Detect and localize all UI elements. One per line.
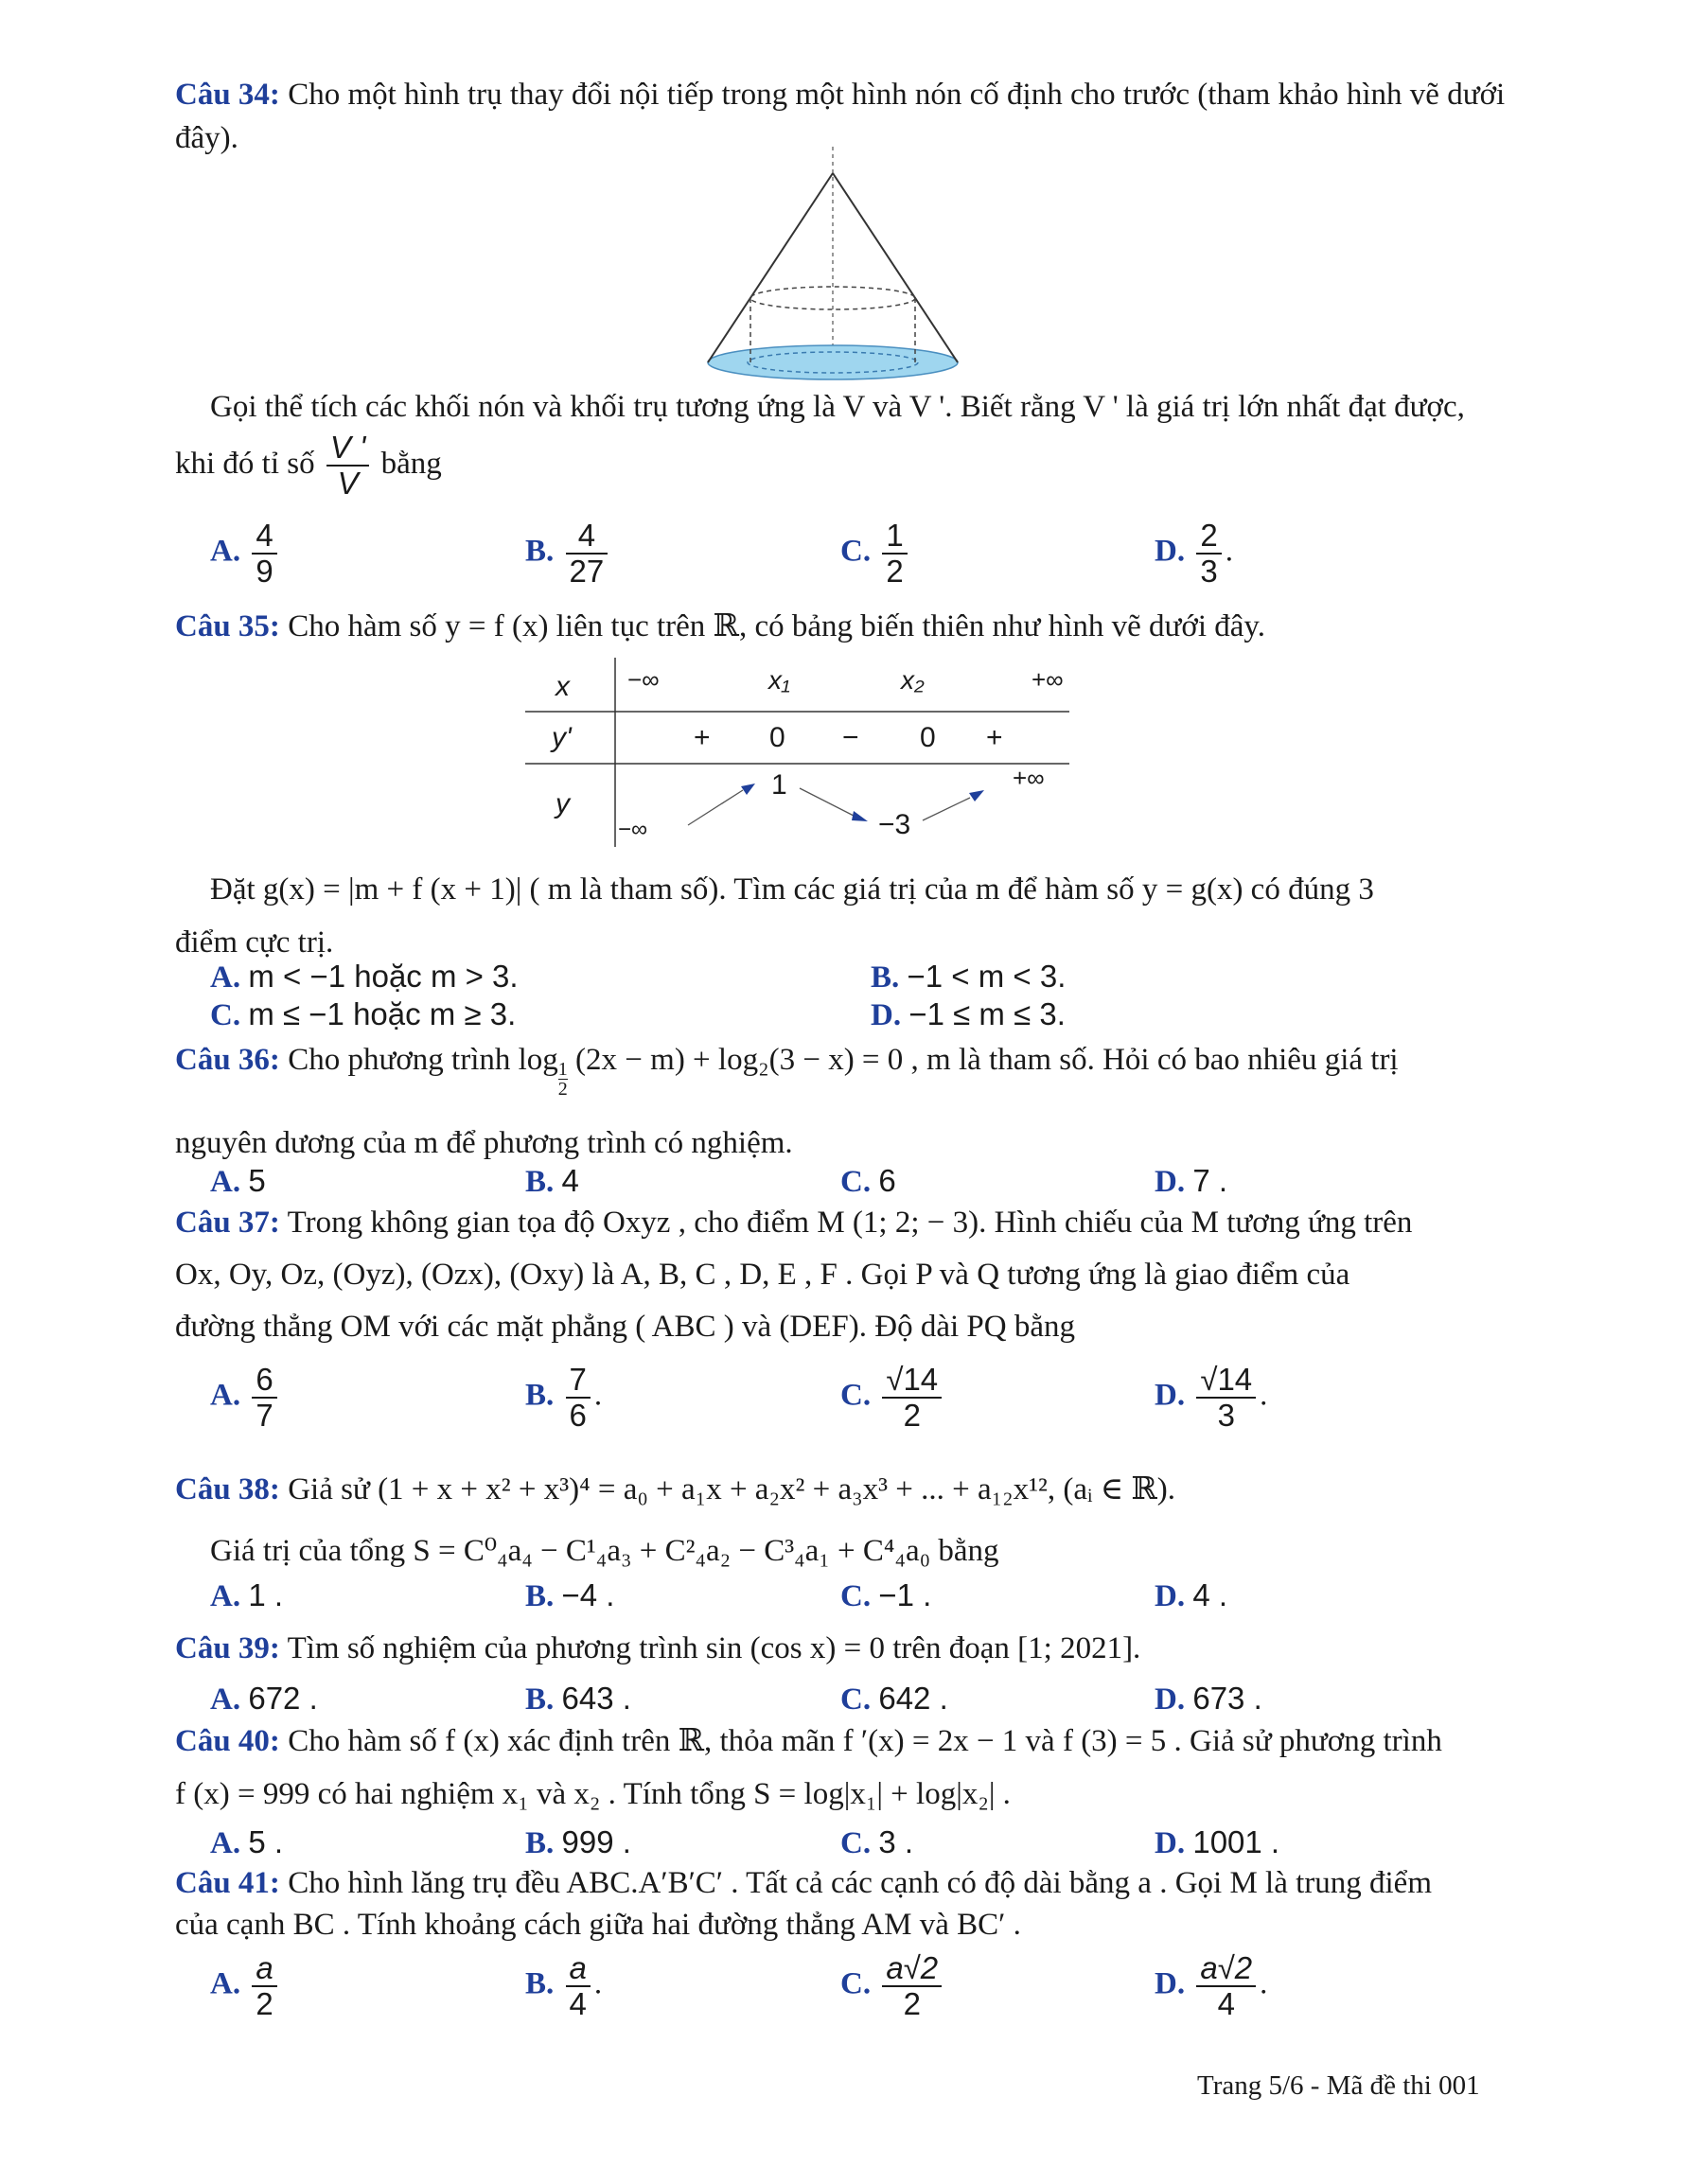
- vt-y-1: 1: [771, 769, 787, 801]
- option-den: 2: [886, 554, 904, 589]
- option-den: 27: [569, 554, 605, 589]
- q40-line-2: f (x) = 999 có hai nghiệm x₁ và x₂ . Tính tổng S = log|x₁| + log|x₂| .: [175, 1777, 1011, 1811]
- q36-line-2: nguyên dương của m để phương trình có nghiệm.: [175, 1126, 793, 1160]
- q41-line-1: [175, 1862, 1500, 1904]
- option-label: D.: [1155, 1579, 1186, 1613]
- q41-label: Câu 41:: [175, 1866, 280, 1900]
- vt-y-2: −3: [878, 809, 911, 840]
- q38-text-1: Giả sử (1 + x + x² + x³)⁴ = a₀ + a₁x + a₂x² + a₃x³ + ... + a₁₂x¹², (aᵢ ∈ ℝ).: [288, 1472, 1176, 1506]
- option-label: A.: [210, 960, 241, 995]
- option-label: B.: [525, 1378, 555, 1413]
- q38-label: Câu 38:: [175, 1472, 280, 1506]
- q34-option-c[interactable]: [840, 519, 911, 589]
- q40-line-1: [175, 1720, 1500, 1762]
- q41-line-2: của cạnh BC . Tính khoảng cách giữa hai đường thẳng AM và BC′ .: [175, 1908, 1021, 1942]
- vt-y-3: +∞: [1013, 764, 1045, 792]
- option-text: 4 .: [1192, 1577, 1228, 1612]
- vt-y-0: −∞: [618, 817, 648, 842]
- option-label: D.: [1155, 1682, 1186, 1717]
- vt-x-0: −∞: [627, 665, 660, 694]
- q36-label: Câu 36:: [175, 1043, 280, 1077]
- q34-ratio: [326, 431, 369, 501]
- q41-option-d[interactable]: [1155, 1951, 1267, 2021]
- option-den: 2: [903, 1986, 921, 2021]
- cone-cylinder-figure: [691, 147, 1003, 383]
- q34-text-1: Cho một hình trụ thay đổi nội tiếp trong một hình nón cố định cho trước (tham khảo hình vẽ dưới: [288, 78, 1506, 112]
- vt-yp-label: y': [552, 722, 572, 753]
- q40-option-b[interactable]: [525, 1822, 631, 1864]
- option-label: C.: [840, 1966, 872, 2001]
- q36-log-base-den: 2: [557, 1079, 568, 1100]
- q37-line-1: [175, 1202, 1500, 1243]
- q35-text-1: Cho hàm số y = f (x) liên tục trên ℝ, có bảng biến thiên như hình vẽ dưới đây.: [288, 609, 1266, 643]
- option-den: 7: [256, 1398, 273, 1433]
- vt-x-2: x₂: [901, 665, 925, 695]
- vt-yp-2: −: [842, 722, 859, 753]
- q36-option-b[interactable]: [525, 1160, 579, 1203]
- option-text: 4: [561, 1163, 579, 1198]
- option-tail: .: [593, 1378, 603, 1413]
- option-num: 4: [252, 519, 276, 555]
- q37-option-c[interactable]: [840, 1363, 945, 1433]
- q41-option-a[interactable]: [210, 1951, 281, 2021]
- option-label: B.: [525, 1682, 555, 1717]
- option-label: C.: [840, 1378, 872, 1413]
- option-label: C.: [840, 534, 872, 569]
- option-text: −4 .: [561, 1577, 615, 1612]
- option-den: 6: [569, 1398, 587, 1433]
- q34-line-4: [175, 426, 1500, 502]
- q34-label: Câu 34:: [175, 78, 280, 112]
- option-num: √14: [882, 1363, 942, 1399]
- q41-option-b[interactable]: [525, 1951, 602, 2021]
- q36-text-1c: (2x − m) + log₂(3 − x) = 0 , m là tham số. Hỏi có bao nhiêu giá trị: [575, 1043, 1399, 1077]
- option-tail: .: [1225, 534, 1233, 569]
- option-text: 1 .: [248, 1577, 284, 1612]
- option-label: A.: [210, 1165, 241, 1199]
- q37-label: Câu 37:: [175, 1206, 280, 1240]
- q38-option-a[interactable]: [210, 1575, 283, 1617]
- q39-label: Câu 39:: [175, 1631, 280, 1665]
- option-label: C.: [840, 1826, 872, 1860]
- option-text: −1 ≤ m ≤ 3.: [908, 996, 1066, 1031]
- q37-line-2: Ox, Oy, Oz, (Oyz), (Ozx), (Oxy) là A, B, C , D, E , F . Gọi P và Q tương ứng là giao điểm của: [175, 1258, 1350, 1292]
- q34-text-4b: bằng: [380, 447, 442, 481]
- q37-line-3: đường thẳng OM với các mặt phẳng ( ABC ) và (DEF). Độ dài PQ bằng: [175, 1310, 1075, 1344]
- q40-text-1: Cho hàm số f (x) xác định trên ℝ, thỏa mãn f ′(x) = 2x − 1 và f (3) = 5 . Giả sử phương trình: [288, 1724, 1442, 1758]
- option-tail: .: [1260, 1378, 1268, 1413]
- q35-label: Câu 35:: [175, 609, 280, 643]
- option-label: B.: [525, 1579, 555, 1613]
- option-text: 643 .: [561, 1681, 631, 1716]
- option-num: a√2: [882, 1951, 942, 1987]
- q37-option-a[interactable]: [210, 1363, 281, 1433]
- option-text: −1 .: [878, 1577, 932, 1612]
- q37-text-1: Trong không gian tọa độ Oxyz , cho điểm M (1; 2; − 3). Hình chiếu của M tương ứng trên: [287, 1206, 1413, 1240]
- q35-option-d[interactable]: [871, 994, 1066, 1036]
- option-num: a√2: [1196, 1951, 1256, 1987]
- option-label: A.: [210, 1682, 241, 1717]
- q36-log-base: [558, 1060, 568, 1099]
- q35-option-b[interactable]: [871, 956, 1066, 998]
- vt-yp-3: 0: [920, 722, 936, 753]
- option-label: A.: [210, 534, 241, 569]
- q34-ratio-den: V: [337, 466, 359, 502]
- q34-line-3: Gọi thể tích các khối nón và khối trụ tương ứng là V và V '. Biết rằng V ' là giá trị lớn nhất đạt được,: [210, 390, 1465, 424]
- q35-line-1: [175, 606, 1500, 647]
- q39-text-1: Tìm số nghiệm của phương trình sin (cos x) = 0 trên đoạn [1; 2021].: [287, 1631, 1141, 1665]
- vt-x-3: +∞: [1032, 665, 1064, 694]
- option-label: D.: [1155, 1378, 1186, 1413]
- option-num: 2: [1196, 519, 1221, 555]
- page-footer: Trang 5/6 - Mã đề thi 001: [1197, 2070, 1480, 2101]
- vt-x-label: x: [556, 671, 570, 702]
- q36-option-a[interactable]: [210, 1160, 266, 1203]
- option-num: 1: [882, 519, 907, 555]
- option-label: D.: [1155, 1966, 1186, 2001]
- q34-option-a[interactable]: [210, 519, 281, 589]
- q35-option-a[interactable]: [210, 956, 519, 998]
- option-den: 2: [256, 1986, 273, 2021]
- option-label: C.: [840, 1165, 872, 1199]
- option-text: 999 .: [561, 1824, 631, 1859]
- option-label: D.: [1155, 1165, 1186, 1199]
- q34-option-d[interactable]: [1155, 519, 1233, 589]
- option-label: A.: [210, 1378, 241, 1413]
- q40-label: Câu 40:: [175, 1724, 280, 1758]
- option-label: C.: [840, 1682, 872, 1717]
- q36-option-c[interactable]: [840, 1160, 896, 1203]
- q34-line-1: [175, 74, 1506, 115]
- variation-table: [525, 658, 1074, 847]
- option-tail: .: [1260, 1966, 1268, 2001]
- q38-option-b[interactable]: [525, 1575, 614, 1617]
- q40-option-c[interactable]: [840, 1822, 913, 1864]
- option-label: B.: [525, 1165, 555, 1199]
- option-tail: .: [593, 1966, 603, 2001]
- q39-option-a[interactable]: [210, 1678, 318, 1720]
- option-text: 3 .: [878, 1824, 914, 1859]
- q36-option-d[interactable]: [1155, 1160, 1227, 1203]
- option-label: A.: [210, 1826, 241, 1860]
- option-text: 5: [248, 1163, 266, 1198]
- vt-yp-1: 0: [769, 722, 785, 753]
- q36-line-1: [175, 1039, 1500, 1115]
- option-num: 4: [566, 519, 608, 555]
- option-label: C.: [840, 1579, 872, 1613]
- q34-line-2: đây).: [175, 121, 238, 155]
- q37-option-d[interactable]: [1155, 1363, 1267, 1433]
- option-label: D.: [1155, 1826, 1186, 1860]
- q38-line-1: [175, 1469, 1500, 1510]
- option-den: 9: [256, 554, 273, 589]
- option-label: C.: [210, 998, 241, 1032]
- option-text: m < −1 hoặc m > 3.: [248, 959, 519, 994]
- q41-option-c[interactable]: [840, 1951, 945, 2021]
- q36-log-base-num: 1: [557, 1059, 568, 1080]
- q34-option-b[interactable]: [525, 519, 611, 589]
- vt-yp-4: +: [986, 722, 1003, 753]
- option-num: 6: [252, 1363, 276, 1399]
- option-num: √14: [1196, 1363, 1256, 1399]
- q41-text-1: Cho hình lăng trụ đều ABC.A′B′C′ . Tất cả các cạnh có độ dài bằng a . Gọi M là trung điểm: [288, 1866, 1432, 1900]
- option-den: 4: [569, 1986, 587, 2021]
- q36-log: log: [518, 1043, 558, 1077]
- option-num: 7: [566, 1363, 591, 1399]
- option-den: 3: [1217, 1398, 1235, 1433]
- option-label: D.: [871, 998, 902, 1032]
- option-text: 7 .: [1192, 1163, 1228, 1198]
- option-label: B.: [525, 534, 555, 569]
- q35-option-c[interactable]: [210, 994, 516, 1036]
- option-num: a: [566, 1951, 591, 1987]
- q38-option-c[interactable]: [840, 1575, 931, 1617]
- vt-y-label: y: [556, 788, 570, 819]
- option-label: D.: [1155, 534, 1186, 569]
- q38-line-2: Giá trị của tổng S = C⁰₄a₄ − C¹₄a₃ + C²₄a₂ − C³₄a₁ + C⁴₄a₀ bằng: [210, 1534, 999, 1568]
- q39-option-d[interactable]: [1155, 1678, 1262, 1720]
- option-text: 1001 .: [1192, 1824, 1280, 1859]
- option-text: 6: [878, 1163, 896, 1198]
- q35-line-2: Đặt g(x) = |m + f (x + 1)| ( m là tham số). Tìm các giá trị của m để hàm số y = g(x) có đúng 3: [210, 872, 1374, 907]
- option-label: B.: [525, 1826, 555, 1860]
- option-label: A.: [210, 1966, 241, 2001]
- option-label: A.: [210, 1579, 241, 1613]
- option-num: a: [252, 1951, 276, 1987]
- q34-ratio-num: V ': [326, 431, 369, 467]
- q35-line-3: điểm cực trị.: [175, 925, 334, 960]
- q36-text-1a: Cho phương trình: [288, 1043, 511, 1077]
- option-den: 2: [903, 1398, 921, 1433]
- option-den: 3: [1200, 554, 1218, 589]
- vt-x-1: x₁: [768, 665, 790, 695]
- vt-yp-0: +: [694, 722, 711, 753]
- q40-option-d[interactable]: [1155, 1822, 1279, 1864]
- q39-line-1: [175, 1628, 1500, 1669]
- q39-option-b[interactable]: [525, 1678, 631, 1720]
- option-text: m ≤ −1 hoặc m ≥ 3.: [248, 996, 517, 1031]
- option-text: 5 .: [248, 1824, 284, 1859]
- option-text: 642 .: [878, 1681, 948, 1716]
- option-label: B.: [871, 960, 900, 995]
- option-text: 673 .: [1192, 1681, 1262, 1716]
- q38-option-d[interactable]: [1155, 1575, 1227, 1617]
- option-den: 4: [1217, 1986, 1235, 2021]
- option-text: −1 < m < 3.: [907, 959, 1067, 994]
- q39-option-c[interactable]: [840, 1678, 948, 1720]
- q34-text-4a: khi đó tỉ số: [175, 447, 315, 481]
- q40-option-a[interactable]: [210, 1822, 283, 1864]
- option-text: 672 .: [248, 1681, 318, 1716]
- option-label: B.: [525, 1966, 555, 2001]
- q37-option-b[interactable]: [525, 1363, 602, 1433]
